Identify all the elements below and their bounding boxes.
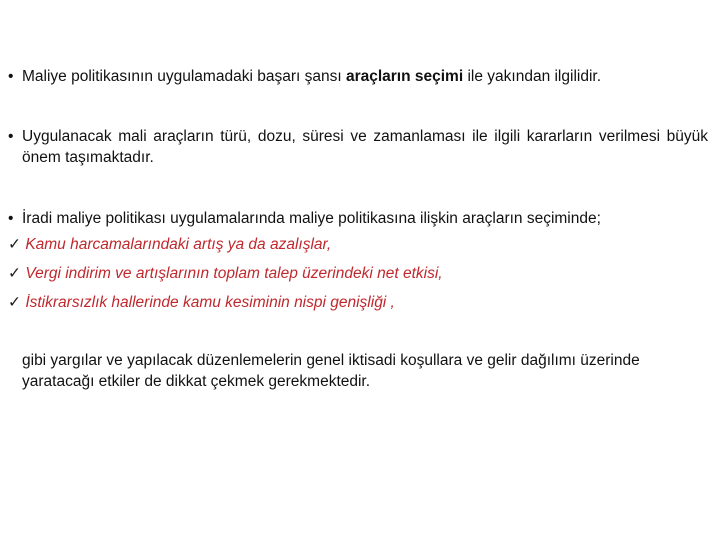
check-item-text: Kamu harcamalarındaki artış ya da azalışlar, — [25, 236, 332, 253]
closing-paragraph: gibi yargılar ve yapılacak düzenlemelerin genel iktisadi koşullara ve gelir dağılımı üzerinde yaratacağı etkiler de dikkat çekmek gerekmektedir. — [22, 352, 640, 390]
check-item-2 — [8, 263, 708, 284]
bullet-1-text: Maliye politikasının uygulamadaki başarı şansı araçların seçimi ile yakından ilgilidir. — [22, 68, 602, 85]
bullet-2 — [8, 126, 708, 168]
bullet-2-text: Uygulanacak mali araçların türü, dozu, süresi ve zamanlaması ile ilgili kararların verilmesi büyük önem taşımaktadır. — [22, 128, 708, 166]
check-item-text: Vergi indirim ve artışlarının toplam talep üzerindeki net etkisi, — [25, 265, 443, 282]
bullet-3-text: İradi maliye politikası uygulamalarında maliye politikasına ilişkin araçların seçiminde; — [22, 210, 601, 227]
check-item-text: İstikrarsızlık hallerinde kamu kesiminin nispi genişliği , — [25, 294, 395, 311]
bullet-dot: • — [8, 128, 14, 145]
bullet-dot: • — [8, 68, 14, 85]
check-icon: ✓ — [8, 294, 21, 311]
check-item-1 — [8, 234, 708, 255]
check-icon: ✓ — [8, 265, 21, 282]
check-item-3 — [8, 292, 708, 313]
bullet-1 — [8, 66, 708, 87]
check-icon: ✓ — [8, 236, 21, 253]
bullet-3 — [8, 208, 708, 229]
bullet-dot: • — [8, 210, 14, 227]
bullet-1-bold: araçların seçimi — [345, 68, 464, 85]
